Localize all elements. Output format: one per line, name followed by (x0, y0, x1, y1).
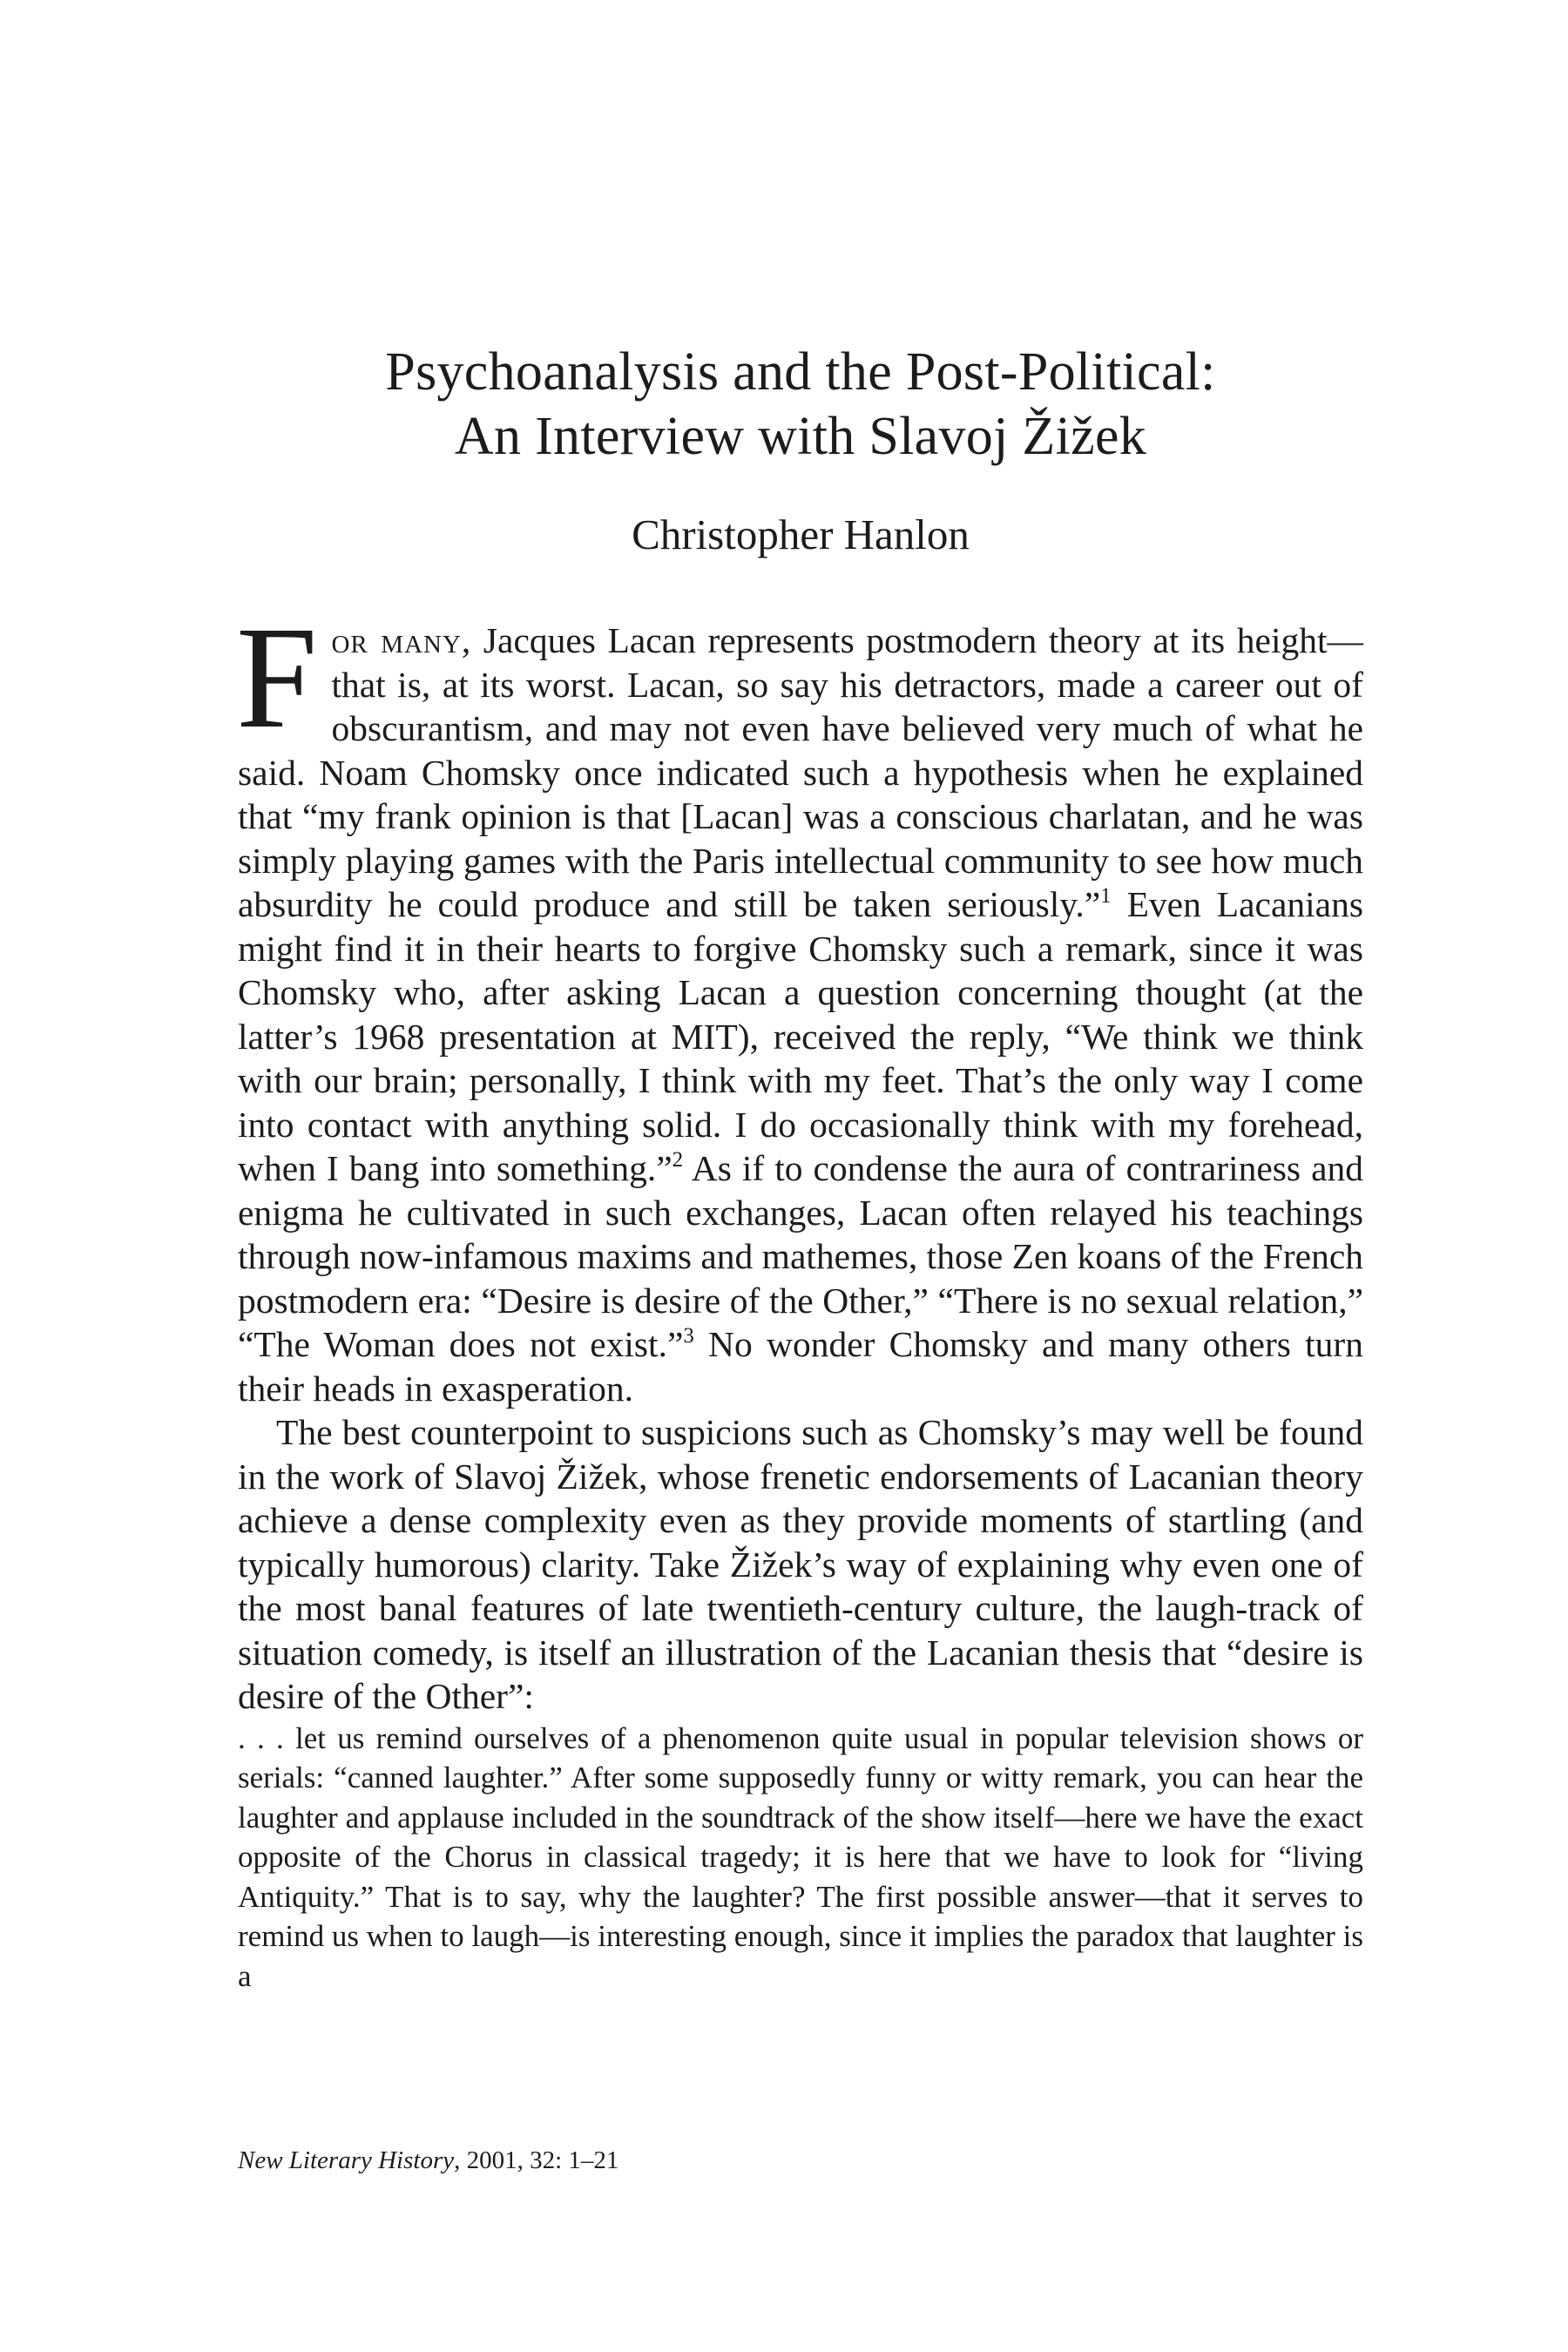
opening-small-caps: or many, (331, 620, 472, 660)
article-page (238, 340, 1363, 1996)
author-name: Christopher Hanlon (632, 510, 970, 558)
title-line-2: An Interview with Slavoj Žižek (454, 407, 1147, 466)
article-body (236, 597, 1363, 1996)
paragraph-1-text-a: Jacques Lacan represents postmodern theory at its height—that is, at its worst. Lacan, so say his detractors, made a career out of obscurantism, and may not even have believed very much of what he said. Noam Chomsky once indicated such a hypothesis when he explained that “my frank opinion is that [Lacan] was a conscious charlatan, and he was simply playing games with the Paris intellectual community to see how much absurdity he could produce and still be taken seriously.” (238, 620, 1363, 924)
journal-name: New Literary History (238, 2146, 455, 2174)
page-footer (238, 2145, 618, 2176)
paragraph-1-text-b: Even Lacanians might find it in their hearts to forgive Chomsky such a remark, since it was Chomsky who, after asking Lacan a question concerning thought (at the latter’s 1968 presentation at MIT), received the reply, “We think we think with our brain; personally, I think with my feet. That’s the only way I come into contact with anything solid. I do occasionally think with my forehead, when I bang into something.” (238, 884, 1363, 1188)
journal-citation: , 2001, 32: 1–21 (454, 2146, 619, 2174)
footnote-ref-3[interactable]: 3 (683, 1323, 694, 1348)
paragraph-1-text-d: No wonder Chomsky and many others turn their heads in exasperation. (238, 1324, 1363, 1409)
paragraph-2: The best counterpoint to suspicions such as Chomsky’s may well be found in the work of Slavoj Žižek, whose frenetic endorsements of Lacanian theory achieve a dense complexity even as they provide moments of startling (and typically humorous) clarity. Take Žižek’s way of explaining why even one of the most banal features of late twentieth-century culture, the laugh-track of situation comedy, is itself an illustration of the Lacanian thesis that “desire is desire of the Other”: (238, 1412, 1363, 1716)
title-line-1: Psychoanalysis and the Post-Political: (385, 342, 1216, 402)
footnote-ref-1[interactable]: 1 (1100, 883, 1112, 908)
footnote-ref-2[interactable]: 2 (672, 1147, 684, 1172)
paragraph-1 (236, 597, 1363, 1410)
article-title (238, 340, 1363, 469)
paragraph-1-text-c: As if to condense the aura of contrariness and enigma he cultivated in such exchanges, Lacan often relayed his teachings through now-infamous maxims and mathemes, those Zen koans of the French postmodern era: “Desire is desire of the Other,” “There is no sexual relation,” “The Woman does not exist.” (238, 1148, 1363, 1364)
drop-cap: F (236, 597, 318, 759)
block-quote: . . . let us remind ourselves of a phenomenon quite usual in popular television shows or serials: “canned laughter.” After some supposedly funny or witty remark, you can hear the laughter and applause included in the soundtrack of the show itself—here we have the exact opposite of the Chorus in classical tragedy; it is here that we have to look for “living Antiquity.” That is to say, why the laughter? The first possible answer—that it serves to remind us when to laugh—is interesting enough, since it implies the paradox that laughter is a (238, 1720, 1363, 1993)
